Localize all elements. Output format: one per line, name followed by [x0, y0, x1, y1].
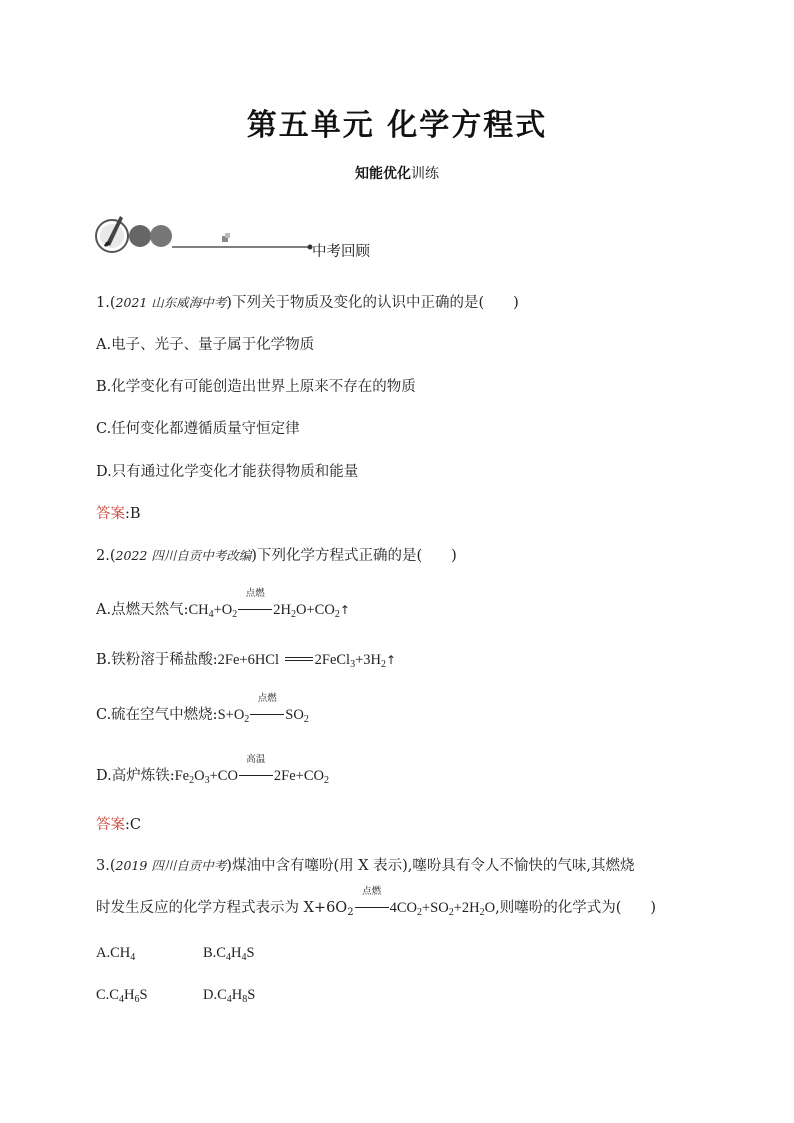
question-1: [96, 291, 519, 312]
q3-option-b-text: B.C: [203, 945, 226, 961]
section-header-graphic: [94, 210, 316, 258]
q1-number: 1.(: [96, 295, 116, 311]
q1-source: 2021 山东威海中考: [115, 295, 227, 310]
condition-label: 点燃: [257, 693, 277, 704]
q3-source: 2019 四川自贡中考: [115, 858, 227, 873]
brush-palette-icon: [96, 216, 128, 252]
q1-answer: [96, 502, 141, 523]
q1-option-a: A.电子、光子、量子属于化学物质: [96, 337, 315, 353]
q2-option-a-prefix: A.点燃天然气:: [96, 602, 189, 618]
q1-option-b: B.化学变化有可能创造出世界上原来不存在的物质: [96, 379, 416, 395]
q3-option-c: $C.C_4H_6S$: [96, 987, 148, 1005]
q3-option-d: $D.C_4H_8S$: [203, 987, 256, 1005]
q2-answer-value: :C: [125, 817, 141, 833]
q3-number: 3.(: [96, 858, 116, 874]
subtitle-rest: 训练: [411, 166, 439, 182]
condition-arrow: [239, 754, 273, 784]
q3-option-a-text: A.CH: [96, 945, 131, 961]
q2-option-b-prefix: B.铁粉溶于稀盐酸:: [96, 652, 218, 668]
page-title: 第五单元 化学方程式: [246, 108, 548, 143]
grey-circle-2: [150, 225, 172, 247]
q3-stem-post: ,则噻吩的化学式为( ): [495, 900, 657, 916]
q3-stem-pre: 时发生反应的化学方程式表示为 X+6O: [96, 900, 348, 916]
q2-option-c: C.硫在空气中燃烧$:S+O_2$ 点燃 $SO_2$: [96, 693, 309, 725]
condition-arrow: [355, 886, 389, 916]
condition-arrow: [238, 588, 272, 618]
q2-answer: [96, 813, 141, 834]
page-subtitle: [0, 163, 794, 183]
q2-option-b: B.铁粉溶于稀盐酸:2Fe+6HCl $2FeCl_3+3H_2↑$: [96, 652, 397, 670]
q2-number: 2.(: [96, 548, 116, 564]
q1-answer-value: :B: [125, 506, 141, 522]
condition-label: 高温: [246, 754, 266, 765]
q3-option-c-text: C.C: [96, 987, 119, 1003]
q3-option-b: $B.C_4H_4S$: [203, 945, 255, 963]
subtitle-bold: 知能优化: [355, 166, 411, 182]
q3-stem-line-2: 时发生反应的化学方程式表示为 $X+6O_2$ 点燃 $4CO_2+SO_2+2H_2O$,则噻吩的化学式为( ): [96, 886, 657, 918]
condition-label: 点燃: [245, 588, 265, 599]
condition-arrow: [250, 693, 284, 723]
condition-label: 点燃: [362, 886, 382, 897]
equals-sign: [285, 657, 313, 661]
q2-option-d: D.高炉炼铁$:Fe_2O_3+CO$ 高温 $2Fe+CO_2$: [96, 754, 329, 786]
q2-option-d-prefix: D.高炉炼铁:: [96, 768, 175, 784]
q3-option-d-text: D.C: [203, 987, 227, 1003]
q2-answer-label: 答案: [96, 817, 125, 833]
q3-option-a: $A.CH_4$: [96, 945, 136, 963]
grey-circle-1: [129, 225, 151, 247]
q1-option-d: D.只有通过化学变化才能获得物质和能量: [96, 464, 359, 480]
question-3: [96, 854, 635, 875]
small-square-icon-2: [225, 233, 230, 238]
q3-stem-line-1: )煤油中含有噻吩(用 X 表示),噻吩具有令人不愉快的气味,其燃烧: [226, 858, 635, 874]
q2-option-c-prefix: C.硫在空气中燃烧:: [96, 707, 218, 723]
q2-stem: )下列化学方程式正确的是( ): [251, 548, 457, 564]
q1-answer-label: 答案: [96, 506, 125, 522]
q1-option-c: C.任何变化都遵循质量守恒定律: [96, 421, 300, 437]
q2-source: 2022 四川自贡中考改编: [115, 548, 252, 563]
section-label: 中考回顾: [312, 244, 370, 260]
question-2: [96, 544, 457, 565]
q1-stem: )下列关于物质及变化的认识中正确的是( ): [226, 295, 519, 311]
q2-option-a: A.点燃天然气$:CH_4+O_2$ 点燃 $2H_2O+CO_2↑$: [96, 588, 350, 620]
